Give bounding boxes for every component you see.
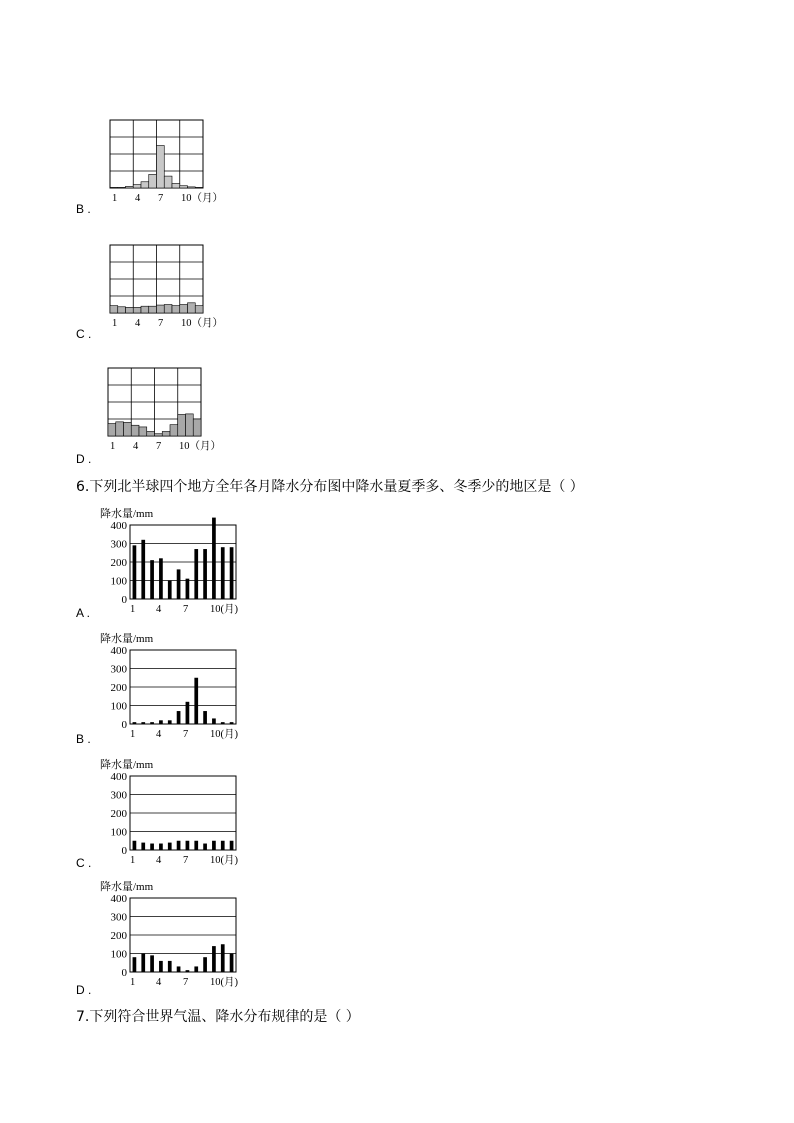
bar-month-7 — [186, 841, 190, 850]
bar-month-12 — [230, 954, 234, 973]
bar-month-1 — [133, 545, 137, 599]
bar-month-7 — [155, 434, 163, 436]
bar-month-2 — [116, 422, 124, 436]
bar-month-9 — [170, 425, 178, 436]
bar-month-6 — [177, 841, 181, 850]
bar-month-9 — [203, 711, 207, 724]
bar-month-3 — [150, 844, 154, 850]
bar-month-1 — [133, 957, 137, 972]
x-tick-label: 1 — [130, 977, 136, 988]
x-tick-label: 4 — [133, 441, 139, 452]
bar-month-3 — [126, 307, 134, 313]
bar-month-2 — [141, 843, 145, 850]
y-tick-label: 400 — [110, 771, 127, 783]
bar-month-11 — [188, 303, 196, 313]
y-tick-label: 200 — [110, 808, 127, 820]
q6-option-label-c: C . — [76, 856, 92, 870]
bar-month-10 — [212, 718, 216, 724]
bar-month-6 — [177, 966, 181, 972]
y-tick-label: 0 — [121, 967, 127, 979]
bar-month-1 — [110, 187, 118, 188]
y-tick-label: 100 — [110, 826, 127, 839]
x-tick-label: 10(月) — [210, 729, 238, 740]
question-6-text: 6.下列北半球四个地方全年各月降水分布图中降水量夏季多、冬季少的地区是（ ） — [76, 479, 584, 495]
y-tick-label: 300 — [110, 663, 127, 676]
x-tick-label: 4 — [156, 604, 162, 615]
x-tick-label: 10(月) — [210, 855, 238, 866]
bar-month-4 — [159, 961, 163, 972]
bar-month-5 — [168, 843, 172, 850]
bar-month-7 — [157, 146, 165, 189]
bar-month-2 — [141, 722, 145, 724]
bar-month-12 — [195, 306, 203, 313]
bar-month-1 — [110, 306, 118, 313]
bar-month-10 — [212, 518, 216, 599]
bar-month-8 — [194, 841, 198, 850]
bar-month-8 — [164, 176, 172, 188]
bar-month-11 — [188, 187, 196, 188]
bar-month-8 — [194, 966, 198, 972]
x-tick-label: 7 — [183, 977, 189, 988]
x-tick-label: 4 — [156, 855, 162, 866]
x-tick-label: 7 — [183, 729, 189, 740]
chart-q6-option-b — [96, 628, 256, 743]
bar-month-12 — [230, 722, 234, 724]
bar-month-1 — [133, 841, 137, 850]
bar-month-11 — [186, 414, 194, 436]
bar-month-4 — [133, 185, 141, 188]
x-tick-label: 4 — [156, 977, 162, 988]
q6-option-label-b: B . — [76, 732, 91, 746]
bar-month-4 — [159, 558, 163, 599]
chart-q5-option-b — [100, 115, 230, 207]
y-tick-label: 200 — [110, 557, 127, 569]
x-tick-label: 1 — [130, 604, 136, 615]
chart-q6-option-d — [96, 876, 256, 991]
bar-month-9 — [203, 549, 207, 599]
bar-month-11 — [221, 722, 225, 724]
chart-q6-option-a — [96, 503, 256, 618]
x-tick-label: 10（月） — [179, 441, 221, 452]
bar-month-5 — [168, 720, 172, 724]
y-tick-label: 0 — [121, 594, 127, 606]
bar-month-4 — [159, 844, 163, 850]
bar-month-9 — [172, 183, 180, 188]
y-axis-label: 降水量/mm — [100, 759, 154, 771]
y-tick-label: 300 — [110, 789, 127, 802]
bar-month-8 — [194, 549, 198, 599]
bar-month-8 — [162, 431, 170, 436]
bar-month-5 — [141, 306, 149, 313]
x-tick-label: 1 — [110, 441, 116, 452]
bar-month-6 — [149, 306, 157, 313]
bar-month-3 — [150, 722, 154, 724]
bar-month-4 — [159, 720, 163, 724]
bar-month-6 — [149, 174, 157, 188]
x-tick-label: 10(月) — [210, 977, 238, 988]
bar-month-5 — [168, 581, 172, 600]
x-tick-label: 4 — [156, 729, 162, 740]
bar-month-10 — [178, 414, 186, 436]
y-tick-label: 400 — [110, 893, 127, 905]
bar-month-6 — [147, 431, 155, 436]
bar-month-11 — [221, 944, 225, 972]
bar-month-3 — [124, 422, 132, 436]
option-label-c: C . — [76, 327, 92, 341]
y-tick-label: 100 — [110, 948, 127, 961]
y-tick-label: 400 — [110, 520, 127, 532]
y-tick-label: 400 — [110, 645, 127, 657]
chart-q5-option-c — [100, 240, 230, 332]
chart-q6-option-c — [96, 754, 256, 869]
x-tick-label: 4 — [135, 193, 141, 204]
bar-month-5 — [141, 182, 149, 188]
bar-month-12 — [230, 841, 234, 850]
q6-option-label-a: A . — [76, 606, 91, 620]
bar-month-11 — [221, 841, 225, 850]
y-axis-label: 降水量/mm — [100, 508, 154, 520]
bar-month-6 — [177, 569, 181, 599]
bar-month-3 — [150, 560, 154, 599]
bar-month-10 — [180, 305, 188, 314]
option-label-b: B . — [76, 202, 91, 216]
x-tick-label: 1 — [112, 318, 118, 329]
q6-option-label-d: D . — [76, 983, 92, 997]
x-tick-label: 4 — [135, 318, 141, 329]
bar-month-12 — [195, 187, 203, 188]
x-tick-label: 7 — [183, 604, 189, 615]
bar-month-10 — [212, 946, 216, 972]
bar-month-8 — [194, 678, 198, 724]
y-tick-label: 200 — [110, 930, 127, 942]
bar-month-10 — [212, 841, 216, 850]
bar-month-7 — [157, 305, 165, 313]
bar-month-1 — [108, 424, 116, 436]
x-tick-label: 7 — [158, 193, 164, 204]
bar-month-1 — [133, 722, 137, 724]
bar-month-6 — [177, 711, 181, 724]
x-tick-label: 1 — [112, 193, 118, 204]
bar-month-7 — [186, 702, 190, 724]
x-tick-label: 10(月) — [210, 604, 238, 615]
x-tick-label: 10（月） — [181, 318, 223, 329]
bar-month-10 — [180, 186, 188, 188]
bar-month-4 — [131, 425, 139, 436]
y-tick-label: 300 — [110, 538, 127, 551]
x-tick-label: 7 — [183, 855, 189, 866]
y-axis-label: 降水量/mm — [100, 881, 154, 893]
x-tick-label: 10（月） — [181, 193, 223, 204]
y-tick-label: 200 — [110, 682, 127, 694]
y-axis-label: 降水量/mm — [100, 633, 154, 645]
x-tick-label: 7 — [158, 318, 164, 329]
y-tick-label: 100 — [110, 700, 127, 713]
bar-month-5 — [139, 427, 147, 436]
bar-month-8 — [164, 305, 172, 314]
bar-month-2 — [118, 307, 126, 313]
bar-month-12 — [193, 419, 201, 436]
bar-month-3 — [126, 186, 134, 188]
bar-month-5 — [168, 961, 172, 972]
bar-month-11 — [221, 547, 225, 599]
bar-month-9 — [172, 306, 180, 313]
bar-month-9 — [203, 844, 207, 850]
y-tick-label: 0 — [121, 719, 127, 731]
x-tick-label: 1 — [130, 729, 136, 740]
option-label-d: D . — [76, 452, 92, 466]
bar-month-4 — [133, 307, 141, 313]
bar-month-2 — [141, 540, 145, 599]
y-tick-label: 300 — [110, 911, 127, 924]
bar-month-7 — [186, 579, 190, 599]
y-tick-label: 100 — [110, 575, 127, 588]
bar-month-9 — [203, 957, 207, 972]
bar-month-3 — [150, 955, 154, 972]
bar-month-12 — [230, 547, 234, 599]
question-7-text: 7.下列符合世界气温、降水分布规律的是（ ） — [76, 1009, 360, 1025]
x-tick-label: 7 — [156, 441, 162, 452]
x-tick-label: 1 — [130, 855, 136, 866]
chart-q5-option-d — [98, 363, 228, 455]
bar-month-2 — [141, 954, 145, 973]
y-tick-label: 0 — [121, 845, 127, 857]
bar-month-7 — [186, 970, 190, 972]
bar-month-2 — [118, 187, 126, 188]
